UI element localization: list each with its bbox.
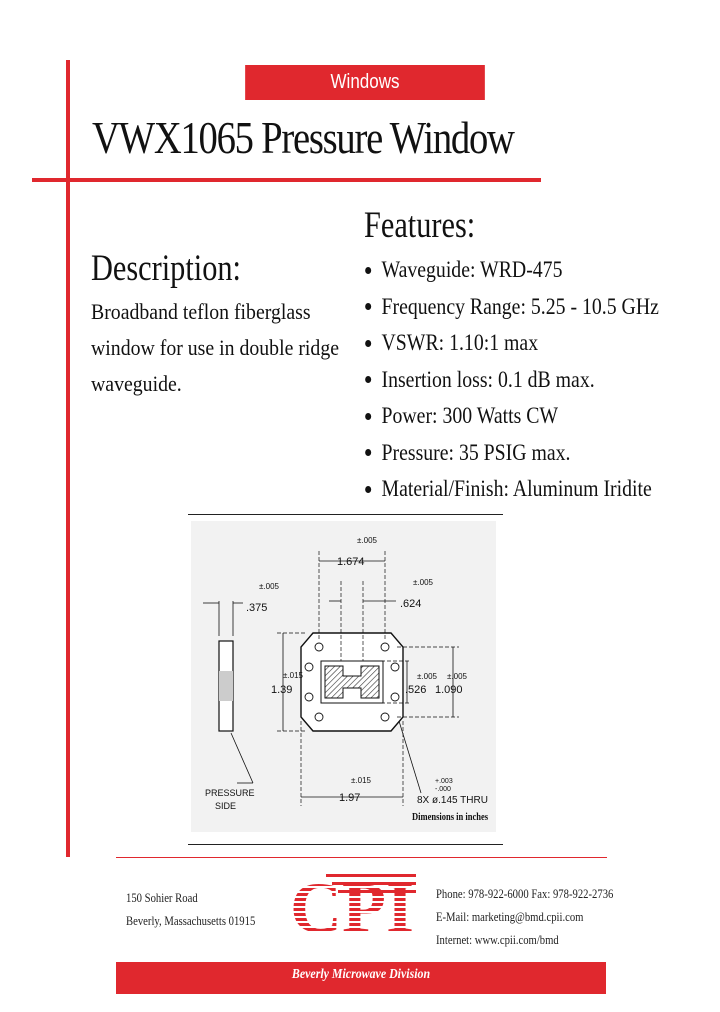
bolt-hole-icon — [381, 643, 389, 651]
dim-139-tol: ±.015 — [283, 671, 303, 680]
description-body: Broadband teflon fiberglass window for use in double ridge waveguide. — [91, 299, 340, 396]
email-line: E-Mail: marketing@bmd.cpii.com — [436, 909, 584, 924]
bullet-icon — [365, 486, 371, 493]
bullet-icon — [365, 303, 371, 310]
logo-stripe — [326, 874, 416, 877]
pressure-side-label-1: PRESSURE — [205, 788, 255, 798]
feature-item — [360, 289, 659, 326]
bolt-hole-icon — [315, 713, 323, 721]
bolt-hole-icon — [391, 663, 399, 671]
dim-375-tol: ±.005 — [259, 582, 279, 591]
bolt-hole-icon — [305, 693, 313, 701]
logo-stripe — [338, 890, 416, 893]
feature-text: Insertion loss: 0.1 dB max. — [381, 366, 595, 392]
dim-1674-label: 1.674 — [337, 556, 365, 568]
address-line: 150 Sohier Road — [126, 890, 198, 905]
leader-line — [231, 733, 253, 783]
pressure-side-label-2: SIDE — [215, 801, 237, 811]
leader-line — [399, 721, 421, 793]
dimensions-note: Dimensions in inches — [412, 812, 489, 823]
dim-139-label: 1.39 — [271, 684, 293, 696]
drawing-top-rule — [188, 514, 503, 515]
bullet-icon — [365, 267, 371, 274]
side-view-shade — [219, 671, 233, 701]
feature-text: Power: 300 Watts CW — [381, 403, 559, 428]
phone-fax: Phone: 978-922-6000 Fax: 978-922-2736 — [436, 886, 614, 901]
bolt-hole-icon — [315, 643, 323, 651]
drawing-bottom-rule — [188, 844, 503, 845]
address-block — [126, 886, 255, 932]
internet-line: Internet: www.cpii.com/bmd — [436, 932, 559, 947]
cpi-logo — [286, 868, 418, 940]
feature-text: Waveguide: WRD-475 — [381, 257, 563, 282]
hole-spec-label: 8X ø.145 THRU — [417, 795, 488, 806]
dim-526-tol: ±.005 — [417, 672, 437, 681]
bolt-hole-icon — [381, 713, 389, 721]
feature-text: VSWR: 1.10:1 max — [381, 330, 539, 355]
dim-1674-tol: ±.005 — [357, 536, 377, 545]
bullet-icon — [365, 413, 371, 420]
bullet-icon — [365, 376, 371, 383]
bolt-hole-icon — [305, 663, 313, 671]
feature-item — [360, 398, 659, 435]
description-heading: Description: — [91, 248, 241, 289]
logo-striped-text — [286, 868, 418, 940]
bolt-hole-icon — [391, 693, 399, 701]
feature-text: Pressure: 35 PSIG max. — [381, 439, 571, 465]
technical-drawing — [191, 521, 496, 832]
address-line: Beverly, Massachusetts 01915 — [126, 913, 256, 928]
feature-item — [360, 325, 659, 362]
title-red-rule — [32, 178, 541, 182]
dim-526-label: .526 — [405, 684, 427, 696]
category-tag: Windows — [245, 65, 485, 100]
footer-red-rule — [116, 857, 607, 858]
feature-item — [360, 435, 659, 472]
bullet-icon — [365, 340, 371, 347]
feature-text: Material/Finish: Aluminum Iridite — [381, 476, 652, 501]
page-title: VWX1065 Pressure Window — [92, 112, 514, 163]
features-heading: Features: — [364, 205, 476, 246]
division-name: Beverly Microwave Division — [291, 967, 431, 982]
contact-block — [436, 882, 613, 951]
dim-624-label: .624 — [400, 598, 422, 610]
feature-text: Frequency Range: 5.25 - 10.5 GHz — [381, 293, 659, 319]
division-bar — [116, 962, 606, 994]
features-list — [360, 252, 659, 508]
feature-item — [360, 471, 659, 508]
feature-item — [360, 252, 659, 289]
feature-item — [360, 362, 659, 399]
dim-197-tol: ±.015 — [351, 776, 371, 785]
hole-tol-plus: +.003 — [435, 778, 453, 785]
dim-1090-tol: ±.005 — [447, 672, 467, 681]
dim-1090-label: 1.090 — [435, 684, 463, 696]
dim-197-label: 1.97 — [339, 792, 361, 804]
dim-375-label: .375 — [246, 602, 268, 614]
logo-stripe — [332, 882, 416, 885]
bullet-icon — [365, 449, 371, 456]
hole-tol-minus: -.000 — [435, 786, 451, 793]
dim-624-tol: ±.005 — [413, 578, 433, 587]
